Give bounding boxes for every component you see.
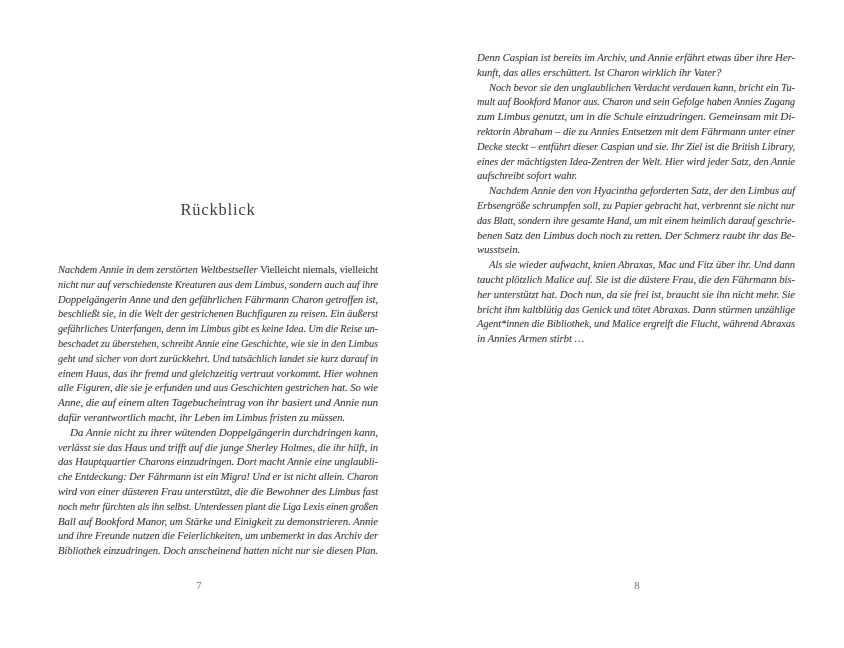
text-line: Anne, die auf einem alten Tagebucheintrag von ihr basiert und Annie nun [58, 397, 378, 410]
text-line: noch mehr fürchten als ihn selbst. Unterdessen plant die Liga Lexis einen großen [58, 500, 378, 513]
text-line: Doppelgängerin Anne und den gefährlichen Fährmann Charon getroffen ist, [58, 293, 378, 306]
text-line: rektorin Abraham – die zu Annies Entsetzen mit dem Fährmann unter einer [477, 125, 795, 138]
text-line: Nachdem Annie in dem zerstörten Weltbestseller Vielleicht niemals, vielleicht [58, 264, 378, 276]
text-line: wird von einer düsteren Frau unterstützt, die die Bewohner des Limbus fast [58, 485, 378, 498]
text-line: bricht ihm kaltblütig das Genick und tötet Abraxas. Dann stürmen unzählige [477, 303, 795, 316]
text-line: dafür verantwortlich macht, ihr Leben im Limbus fristen zu müssen. [58, 411, 346, 424]
text-line: verlässt sie das Haus und trifft auf die junge Sherley Holmes, die ihr hilft, in [58, 441, 378, 454]
text-line: zum Limbus genutzt, um in die Schule einzudringen. Gemeinsam mit Di- [477, 111, 795, 124]
text-line: und ihre Freunde nutzen die Feierlichkeiten, um unbemerkt in das Archiv der [58, 530, 378, 543]
text-line: geht und sicher von dort zurückkehrt. Und tatsächlich landet sie kurz darauf in [58, 352, 378, 365]
text-line: kunft, das alles erschüttert. Ist Charon wirklich ihr Vater? [477, 66, 722, 79]
text-line: wusstsein. [477, 244, 521, 257]
text-line: benen Satz den Limbus doch noch zu retten. Der Schmerz raubt ihr das Be- [477, 229, 795, 242]
text-line: che Entdeckung: Der Fährmann ist ein Migra! Und er ist nicht allein. Charon [58, 471, 378, 484]
left-page-text [58, 263, 378, 559]
text-line: taucht plötzlich Malice auf. Sie ist die düstere Frau, die den Fährmann bis- [477, 273, 795, 286]
text-line: in Annies Armen stirbt … [477, 333, 584, 346]
text-line: gefährliches Unterfangen, denn im Limbus gibt es keine Idea. Um die Reise un- [58, 323, 378, 336]
text-line: Als sie wieder aufwacht, knien Abraxas, Mac und Fitz über ihr. Und dann [489, 259, 795, 272]
text-line: Ball auf Bookford Manor, um Stärke und Einigkeit zu demonstrieren. Annie [58, 515, 378, 528]
text-line: her unterstützt hat. Doch nun, da sie frei ist, braucht sie ihn nicht mehr. Sie [477, 288, 795, 301]
text-line: beschließt sie, in die Welt der gestrichenen Buchfiguren zu reisen. Ein äußerst [58, 308, 378, 321]
text-line: beschadet zu überstehen, schreibt Annie eine Geschichte, wie sie in den Limbus [58, 337, 378, 350]
text-line: eines der mächtigsten Idea-Zentren der Welt. Hier wird jeder Satz, den Annie [477, 155, 795, 168]
text-line: das Hauptquartier Charons einzudringen. Dort macht Annie eine unglaubli- [58, 456, 378, 469]
chapter-heading: Rückblick [180, 200, 256, 219]
text-line: Da Annie nicht zu ihrer wütenden Doppelgängerin durchdringen kann, [70, 426, 378, 439]
right-page-text [477, 51, 795, 347]
text-line: einem Haus, das ihr fremd und gleichzeitig vertraut vorkommt. Hier wohnen [58, 367, 378, 380]
text-line: Nachdem Annie den von Hyacintha geforderten Satz, der den Limbus auf [489, 185, 795, 198]
text-line: nicht nur auf verschiedenste Kreaturen aus dem Limbus, sondern auch auf ihre [58, 278, 378, 291]
text-line: Erbsengröße schrumpfen soll, zu Papier gebracht hat, verbrennt sie nicht nur [477, 199, 795, 212]
text-line: Bibliothek einzudringen. Doch anscheinend hatten nicht nur sie diesen Plan. [58, 545, 378, 558]
text-line: Agent*innen die Bibliothek, und Malice ergreift die Flucht, während Abraxas [477, 318, 795, 331]
text-line: Noch bevor sie den unglaublichen Verdacht verdauen kann, bricht ein Tu- [489, 81, 795, 94]
text-line: aufschreibt sofort wahr. [477, 170, 578, 183]
text-line: Decke steckt – entführt dieser Caspian und sie. Ihr Ziel ist die British Library, [477, 140, 795, 153]
text-line: alle Figuren, die sie je erfunden und aus Geschichten gestrichen hat. So wie [58, 382, 378, 395]
page-number-left: 7 [196, 580, 202, 592]
text-line: das Blatt, sondern ihre gesamte Hand, um mit einem heimlich darauf geschrie- [477, 214, 795, 227]
page-number-right: 8 [634, 580, 640, 592]
book-title-roman: Vielleicht niemals, vielleicht [260, 264, 378, 276]
text-line: mult auf Bookford Manor aus. Charon und sein Gefolge haben Annies Zugang [477, 96, 795, 109]
text-line: Denn Caspian ist bereits im Archiv, und Annie erfährt etwas über ihre Her- [477, 52, 795, 64]
